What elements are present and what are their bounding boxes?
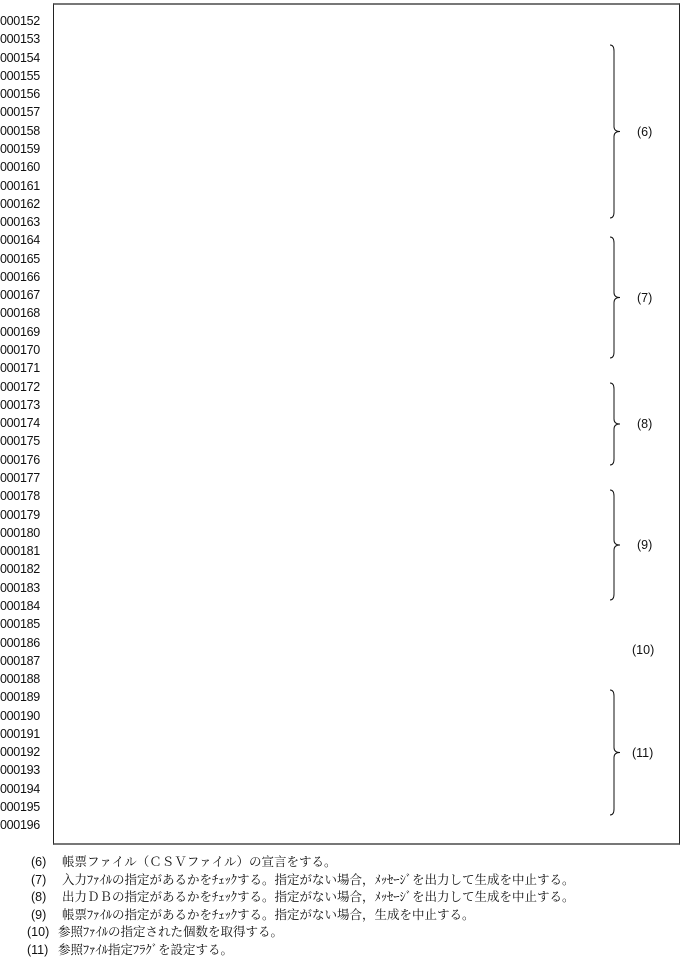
- line-number: 000193: [0, 763, 40, 778]
- line-number: 000186: [0, 635, 40, 650]
- note-text: 帳票ファイル（ＣＳＶファイル）の宣言をする。: [62, 855, 337, 869]
- annotation-label: (11): [632, 745, 654, 760]
- line-number: 000157: [0, 105, 40, 120]
- line-number: 000154: [0, 50, 40, 65]
- line-number: 000189: [0, 690, 40, 705]
- line-number: 000166: [0, 269, 40, 284]
- line-number: 000187: [0, 653, 40, 668]
- line-number: 000178: [0, 489, 40, 504]
- note-text: 参照ﾌｧｲﾙ指定ﾌﾗｸﾞを設定する。: [58, 943, 234, 957]
- line-number: 000172: [0, 379, 40, 394]
- note-item: [0, 853, 684, 871]
- note-text: 入力ﾌｧｲﾙの指定があるかをﾁｪｯｸする。指定がない場合，ﾒｯｾｰｼﾞを出力して生成を中止する。: [62, 872, 575, 887]
- line-number: 000153: [0, 32, 40, 47]
- note-item: [0, 923, 684, 941]
- line-number: 000156: [0, 87, 40, 102]
- line-number: 000168: [0, 306, 40, 321]
- note-text: 帳票ﾌｧｲﾙの指定があるかをﾁｪｯｸする。指定がない場合，生成を中止する。: [62, 907, 475, 922]
- line-number: 000162: [0, 196, 40, 211]
- note-number: (11): [27, 943, 49, 957]
- annotation-label: (10): [632, 643, 655, 657]
- line-number: 000194: [0, 781, 40, 796]
- annotation-label: (8): [637, 417, 653, 431]
- line-number: 000179: [0, 507, 40, 522]
- line-number: 000174: [0, 416, 40, 431]
- line-number: 000182: [0, 562, 40, 577]
- line-number: 000164: [0, 233, 40, 248]
- line-number: 000181: [0, 544, 40, 559]
- line-number: 000191: [0, 726, 40, 741]
- line-number: 000158: [0, 123, 40, 138]
- note-number: (9): [31, 907, 47, 922]
- line-number: 000192: [0, 745, 40, 760]
- note-number: (10): [27, 925, 50, 940]
- line-number: 000173: [0, 397, 40, 412]
- line-number: 000163: [0, 215, 40, 230]
- line-number: 000184: [0, 598, 40, 613]
- line-number: 000165: [0, 251, 40, 266]
- line-number: 000161: [0, 178, 40, 193]
- line-number: 000167: [0, 288, 40, 303]
- annotation-label: (6): [637, 124, 653, 139]
- annotation-label: (7): [637, 290, 653, 305]
- line-number: 000180: [0, 525, 40, 540]
- line-number: 000195: [0, 800, 40, 815]
- note-item: [0, 888, 684, 906]
- line-number: 000177: [0, 471, 40, 485]
- note-item: [0, 941, 684, 959]
- line-number: 000190: [0, 708, 40, 723]
- line-number: 000159: [0, 141, 40, 156]
- line-number: 000183: [0, 580, 40, 595]
- line-number: 000169: [0, 324, 40, 339]
- code-box: [53, 3, 680, 845]
- note-text: 出力ＤＢの指定があるかをﾁｪｯｸする。指定がない場合，ﾒｯｾｰｼﾞを出力して生成を中止する。: [62, 890, 575, 905]
- line-number: 000155: [0, 68, 40, 83]
- line-number: 000185: [0, 617, 40, 632]
- line-number: 000160: [0, 160, 40, 175]
- annotation-label: (9): [637, 538, 653, 552]
- note-number: (7): [31, 872, 47, 887]
- line-number: 000175: [0, 434, 40, 449]
- note-number: (8): [31, 890, 47, 905]
- line-number: 000171: [0, 361, 40, 376]
- line-number: 000196: [0, 818, 40, 833]
- note-item: [0, 871, 684, 889]
- line-number: 000188: [0, 672, 40, 687]
- line-number: 000176: [0, 452, 40, 467]
- note-number: (6): [31, 855, 47, 869]
- line-number: 000170: [0, 343, 40, 358]
- note-item: [0, 906, 684, 924]
- line-number: 000152: [0, 14, 40, 28]
- note-text: 参照ﾌｧｲﾙの指定された個数を取得する。: [58, 925, 284, 940]
